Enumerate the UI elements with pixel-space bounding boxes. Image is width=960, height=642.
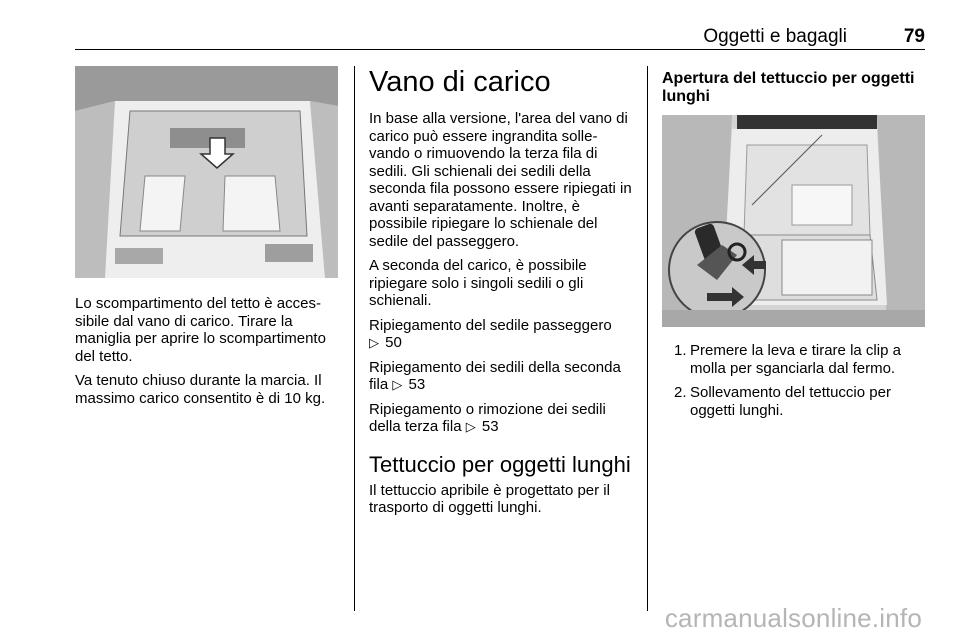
cross-reference[interactable]	[369, 317, 637, 352]
cross-reference-page: 50	[385, 334, 402, 351]
cross-reference-text: Ripiegamento o rimozione dei sedili della terza fila	[369, 400, 606, 435]
column-3-text	[662, 70, 926, 114]
section-heading: Apertura del tettuccio per oggetti lunghi	[662, 70, 915, 105]
page-ref-icon: ▷	[465, 419, 476, 434]
cross-reference-text: Ripiegamento del sedile passeggero	[369, 316, 612, 334]
cross-reference[interactable]	[369, 359, 637, 394]
page-number: 79	[903, 26, 925, 47]
roof-compartment-illustration	[75, 66, 338, 278]
paragraph: In base alla versione, l'area del vano di carico può essere ingrandita solle-vando o rimuovendo la terza fila di sedili. Gli schienali dei sedili della seconda fila possono essere ripiegati in avanti separatamente. Inoltre, è possibile ripiegare lo schienale del sedile del passeggero.	[369, 110, 632, 250]
list-item	[662, 342, 926, 377]
paragraph: Va tenuto chiuso durante la marcia. Il massimo carico consentito è di 10 kg.	[75, 372, 326, 407]
header-title: Oggetti e bagagli	[703, 26, 847, 47]
roof-hatch-illustration	[662, 115, 925, 327]
watermark: carmanualsonline.info	[664, 603, 922, 633]
paragraph: Il tettuccio apribile è progettato per il trasporto di oggetti lunghi.	[369, 481, 610, 516]
cross-reference-page: 53	[481, 418, 499, 435]
column-divider	[647, 66, 648, 611]
roof-hatch-drawing	[662, 115, 925, 327]
step-text: Sollevamento del tettuccio per oggetti lunghi.	[690, 384, 891, 419]
step-number: 2.	[674, 384, 687, 401]
column-divider	[354, 66, 355, 611]
column-2-text	[369, 66, 637, 524]
column-1-text	[75, 295, 340, 414]
step-number: 1.	[674, 342, 687, 359]
roof-compartment-drawing	[75, 66, 338, 278]
paragraph: A seconda del carico, è possibile ripiegare solo i singoli sedili o gli schienali.	[369, 257, 587, 309]
cross-reference[interactable]	[369, 401, 637, 436]
paragraph: Lo scompartimento del tetto è acces-sibile dal vano di carico. Tirare la maniglia per aprire lo scompartimento del tetto.	[75, 295, 326, 365]
steps-list-container	[662, 342, 926, 426]
steps-list	[662, 342, 926, 419]
step-text: Premere la leva e tirare la clip a molla per sganciarla dal fermo.	[690, 342, 901, 377]
cross-reference-text: Ripiegamento dei sedili della seconda fila	[369, 358, 621, 393]
section-heading: Vano di carico	[369, 66, 551, 98]
page-ref-icon: ▷	[392, 377, 403, 392]
page-ref-icon: ▷	[369, 335, 379, 350]
cross-reference-page: 53	[408, 376, 426, 393]
sub-heading: Tettuccio per oggetti lunghi	[369, 451, 631, 477]
list-item	[662, 384, 926, 419]
header-rule	[75, 49, 925, 50]
